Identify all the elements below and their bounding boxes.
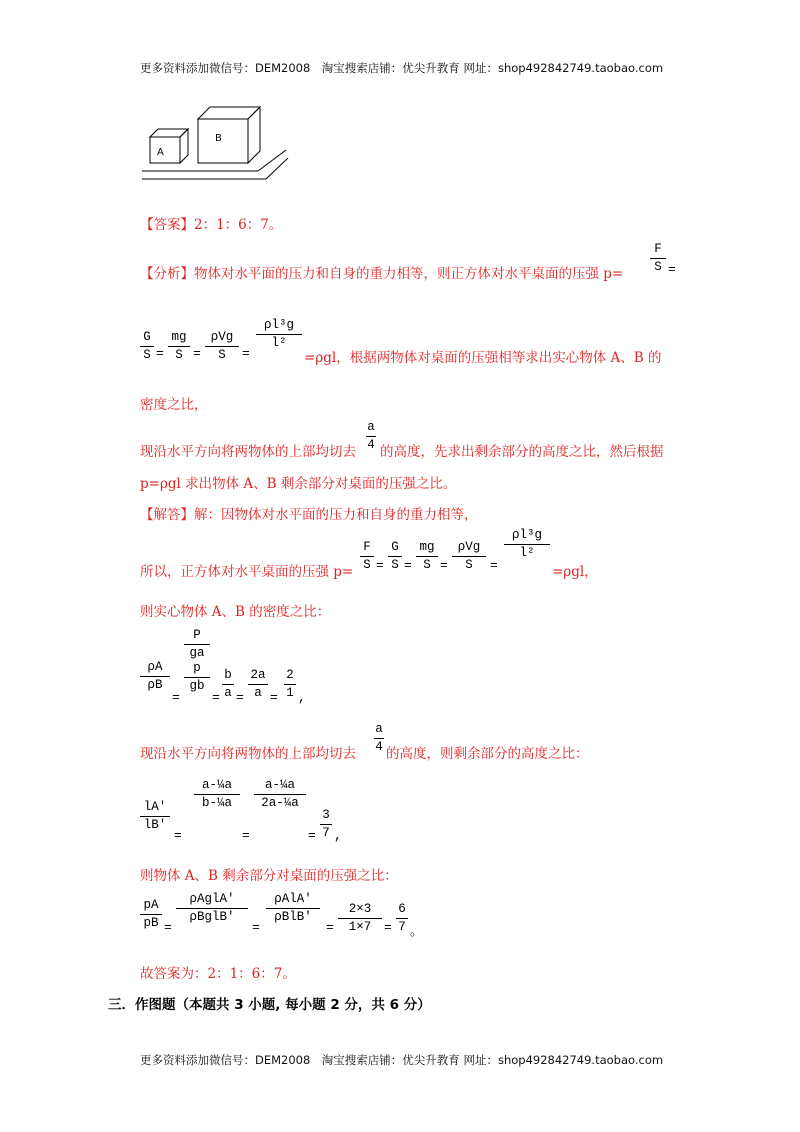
frac-rhoVg-S: ρVg S <box>205 330 239 363</box>
eq: = <box>376 558 384 573</box>
eq: = <box>440 558 448 573</box>
frac-rho-g-l: ρAglA′ ρBglB′ <box>176 892 248 925</box>
frac-a-quarter-2a: a-¼a 2a-¼a <box>254 778 306 811</box>
analysis-text-5: p=ρgl 求出物体 A、B 剩余部分对桌面的压强之比。 <box>140 476 457 492</box>
solution-tag: 【解答】 <box>140 507 194 523</box>
frac-lA-lB: lA′ lB′ <box>140 800 170 833</box>
eq: = <box>164 920 172 935</box>
comma: , <box>298 690 306 705</box>
eq: = <box>242 346 250 361</box>
label-b: B <box>215 133 222 144</box>
eq: = <box>404 558 412 573</box>
cubes-figure <box>140 95 290 185</box>
final-answer: 故答案为：2：1：6：7。 <box>140 966 296 982</box>
eq-sign: = <box>668 262 676 277</box>
analysis-text-1: 物体对水平面的压力和自身的重力相等，则正方体对水平桌面的压强 p= <box>194 266 624 282</box>
eq: = <box>156 346 164 361</box>
analysis-line-1 <box>140 262 623 282</box>
frac-rho-l: ρAlA′ ρBlB′ <box>266 892 320 925</box>
analysis-text-4b: 的高度，先求出剩余部分的高度之比，然后根据 <box>380 444 664 460</box>
solution-text-2b: =ρgl， <box>552 564 598 580</box>
frac-rhoVg-S-2: ρVg S <box>452 540 486 573</box>
page-header: 更多资料添加微信号：DEM2008 淘宝搜索店铺：优尖升教育 网址：shop492842749.taobao.com <box>140 61 664 75</box>
eq: = <box>326 920 334 935</box>
frac-2-1: 2 1 <box>284 668 296 701</box>
solution-line-1 <box>140 503 478 523</box>
frac-6-7: 6 7 <box>396 902 408 935</box>
analysis-text-4a: 现沿水平方向将两物体的上部均切去 <box>140 444 356 460</box>
label-a: A <box>157 147 164 158</box>
eq: = <box>236 690 244 705</box>
answer-text: 2：1：6：7。 <box>194 217 283 233</box>
frac-a-4-2: a 4 <box>375 722 383 754</box>
frac-rho-l3g-l2-2: ρl³g l² <box>504 528 550 561</box>
frac-G-S: G S <box>140 330 154 363</box>
page-footer: 更多资料添加微信号：DEM2008 淘宝搜索店铺：优尖升教育 网址：shop492842749.taobao.com <box>140 1053 664 1067</box>
frac-G-S-2: G S <box>388 540 402 573</box>
period: 。 <box>410 924 424 939</box>
eq: = <box>490 558 498 573</box>
frac-2x3-1x7: 2×3 1×7 <box>338 902 382 935</box>
answer-line <box>140 213 282 233</box>
answer-tag: 【答案】 <box>140 217 194 233</box>
comma: , <box>334 828 342 843</box>
eq: = <box>384 920 392 935</box>
solution-text-1: 解：因物体对水平面的压力和自身的重力相等， <box>194 507 478 523</box>
frac-3-7: 3 7 <box>320 808 332 841</box>
frac-mg-S-2: mg S <box>416 540 438 573</box>
frac-pA-pB: pA pB <box>140 898 162 931</box>
eq: = <box>270 690 278 705</box>
frac-rho-l3g-l2: ρl³g l² <box>256 318 302 351</box>
eq: = <box>242 828 250 843</box>
frac-b-a: b a <box>222 668 234 701</box>
frac-2a-a: 2a a <box>248 668 268 701</box>
eq: = <box>193 346 201 361</box>
eq: = <box>308 828 316 843</box>
analysis-tag: 【分析】 <box>140 266 194 282</box>
frac-P-ga-over-p-gb: P ga p gb <box>184 628 210 694</box>
analysis-text-3: 密度之比， <box>140 397 208 413</box>
section-title: 三．作图题（本题共 3 小题, 每小题 2 分，共 6 分） <box>108 997 431 1013</box>
frac-rhoA-rhoB: ρA ρB <box>140 660 170 693</box>
solution-text-2a: 所以，正方体对水平桌面的压强 p= <box>140 564 354 580</box>
frac-a-quarter: a-¼a b-¼a <box>194 778 240 811</box>
solution-text-5: 则物体 A、B 剩余部分对桌面的压强之比： <box>140 868 398 884</box>
frac-a-4-1: a 4 <box>367 420 375 452</box>
eq: = <box>252 920 260 935</box>
solution-text-4a: 现沿水平方向将两物体的上部均切去 <box>140 746 356 762</box>
eq: = <box>172 690 180 705</box>
solution-text-4b: 的高度，则剩余部分的高度之比： <box>386 746 589 762</box>
analysis-text-2: =ρgl，根据两物体对桌面的压强相等求出实心物体 A、B 的 <box>304 350 662 366</box>
eq: = <box>174 828 182 843</box>
frac-mg-S: mg S <box>168 330 190 363</box>
frac-F-S-2: F S <box>360 540 374 573</box>
solution-text-3: 则实心物体 A、B 的密度之比： <box>140 604 331 620</box>
frac-F-S-1: F S <box>650 242 666 275</box>
eq: = <box>212 690 220 705</box>
